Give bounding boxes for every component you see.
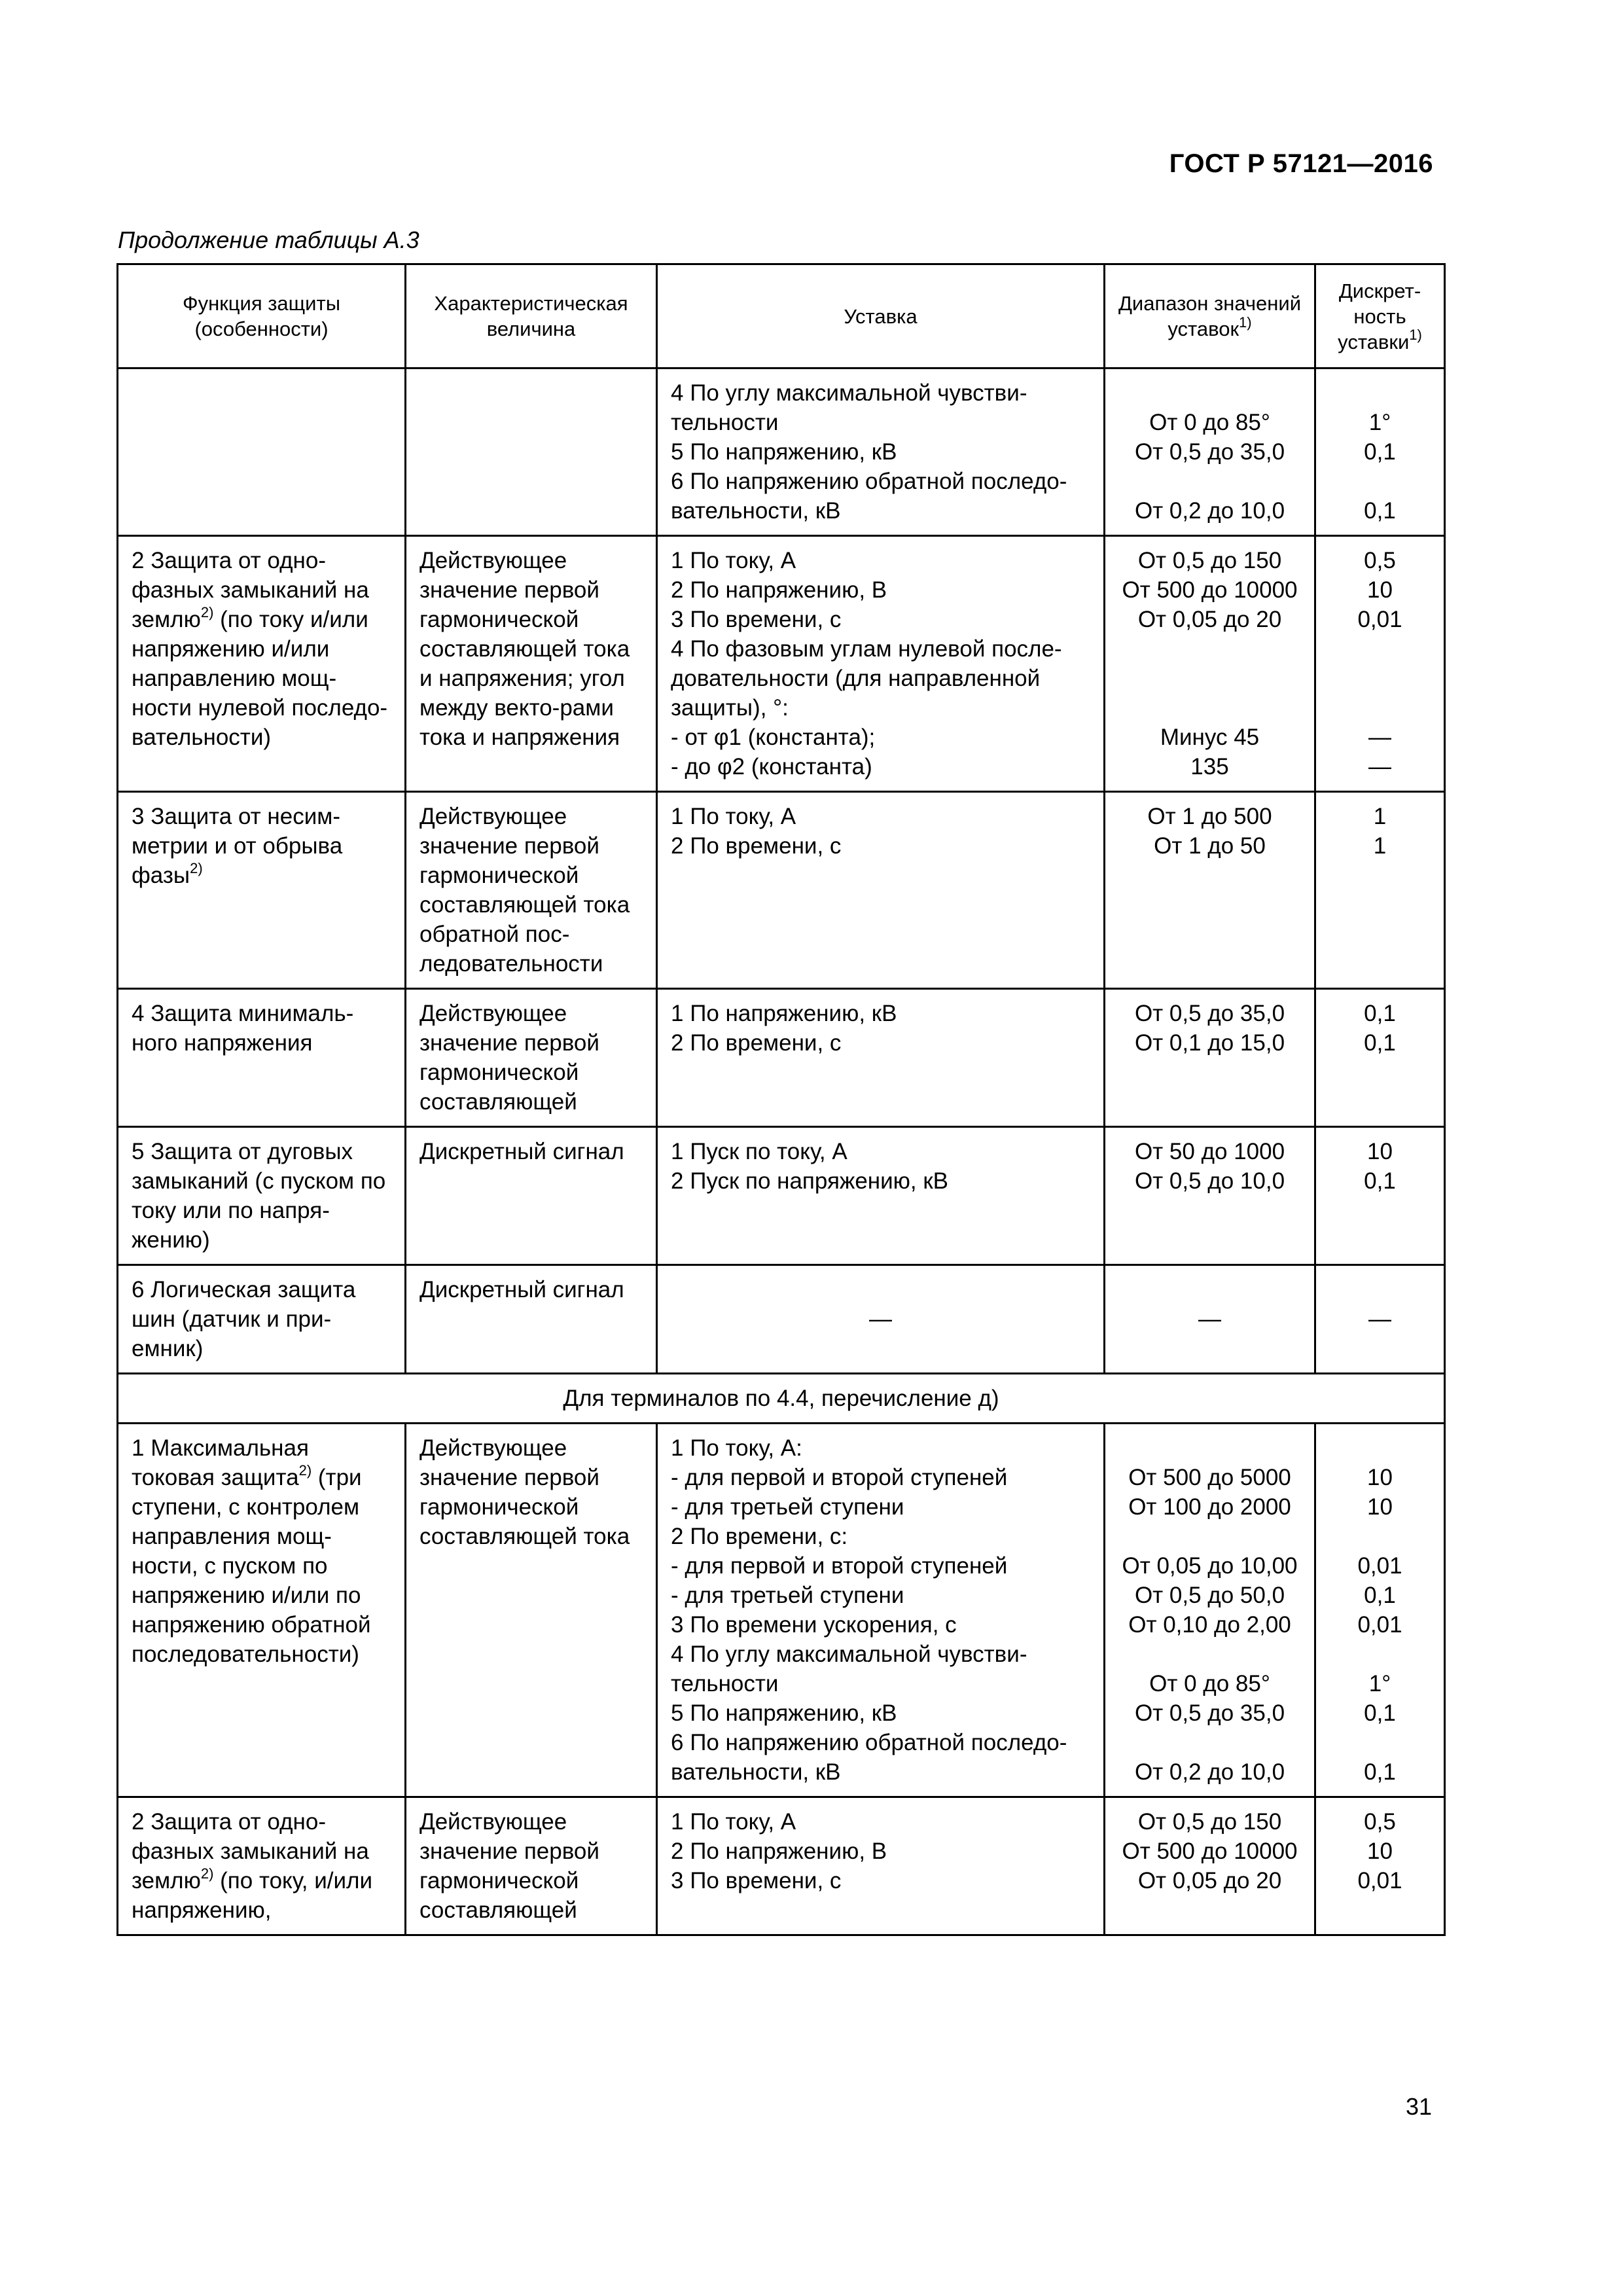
step-value: 10 [1367, 577, 1393, 603]
header-step-footnote: 1) [1409, 327, 1422, 344]
footnote-mark: 2) [200, 1865, 214, 1882]
cell-range [1105, 368, 1315, 536]
cell-function [118, 1797, 406, 1935]
function-text: 2 Защита от одно-фазных замыканий на землю [132, 548, 369, 632]
cell-characteristic: Действующее значение первой гармонической составляющей тока и напряжения; угол между векто-рами тока и напряжения [406, 536, 657, 792]
setting-line: 2 По времени, с [671, 833, 842, 859]
function-text: 3 Защита от несим-метрии и от обрыва фазы [132, 804, 343, 888]
range-value: От 0,5 до 150 [1137, 1809, 1282, 1835]
table-row [118, 989, 1445, 1127]
cell-characteristic: Действующее значение первой гармонической составляющей тока [406, 1424, 657, 1797]
range-value: От 0,2 до 10,0 [1134, 498, 1285, 524]
settings-table [116, 263, 1446, 1936]
setting-line: 3 По времени, с [671, 607, 842, 632]
setting-line: - для третьей ступени [671, 1583, 904, 1608]
step-value: 10 [1367, 1839, 1393, 1864]
step-value: 0,1 [1364, 439, 1396, 465]
cell-setting [657, 1797, 1105, 1935]
footnote-mark: 2) [200, 604, 214, 621]
setting-line: 2 По напряжению, В [671, 577, 887, 603]
setting-line: 5 По напряжению, кВ [671, 439, 897, 465]
step-value: 0,1 [1364, 1168, 1396, 1194]
cell-range [1105, 1797, 1315, 1935]
cell-setting [657, 792, 1105, 989]
range-value: От 0,5 до 50,0 [1134, 1583, 1285, 1608]
table-row [118, 1797, 1445, 1935]
function-text: (по току и/или напряжению и/или направлению мощ-ности нулевой последо-вательности) [132, 607, 388, 750]
range-value: От 0 до 85° [1149, 1671, 1270, 1696]
cell-characteristic: Действующее значение первой гармонической составляющей [406, 989, 657, 1127]
cell-setting: — [657, 1265, 1105, 1374]
range-value: От 0,5 до 150 [1137, 548, 1282, 573]
section-title: Для терминалов по 4.4, перечисление д) [118, 1374, 1445, 1424]
range-value: От 1 до 500 [1147, 804, 1272, 829]
step-value: — [1368, 725, 1391, 750]
step-value: 10 [1367, 1494, 1393, 1520]
range-value: От 100 до 2000 [1128, 1494, 1291, 1520]
header-range [1105, 264, 1315, 368]
step-value: 0,5 [1364, 1809, 1396, 1835]
cell-function [118, 1424, 406, 1797]
step-value: 1° [1368, 410, 1391, 435]
range-value: От 0,5 до 35,0 [1134, 1700, 1285, 1726]
cell-characteristic: Действующее значение первой гармонической составляющей тока обратной пос-ледовательности [406, 792, 657, 989]
page-number: 31 [1405, 2093, 1432, 2120]
section-row [118, 1374, 1445, 1424]
cell-characteristic [406, 368, 657, 536]
step-value: 0,01 [1357, 1553, 1402, 1579]
setting-line: вательности, кВ [671, 498, 841, 524]
cell-step [1315, 989, 1445, 1127]
footnote-mark: 2) [298, 1462, 312, 1479]
cell-function: 5 Защита от дуговых замыканий (с пуском по току или по напря-жению) [118, 1127, 406, 1265]
range-value: От 0,1 до 15,0 [1134, 1030, 1285, 1056]
setting-line: - от φ1 (константа); [671, 725, 876, 750]
header-range-text: Диапазон значений уставок [1118, 292, 1302, 340]
function-text: (по току, и/или напряжению, [132, 1868, 372, 1923]
cell-characteristic: Действующее значение первой гармонической составляющей [406, 1797, 657, 1935]
setting-line: 1 По напряжению, кВ [671, 1001, 897, 1026]
table-caption: Продолжение таблицы А.3 [118, 226, 419, 253]
setting-line: 4 По углу максимальной чувстви- [671, 1641, 1027, 1667]
step-value: 0,01 [1357, 1612, 1402, 1638]
cell-step [1315, 1797, 1445, 1935]
setting-line: тельности [671, 1671, 779, 1696]
cell-range [1105, 1424, 1315, 1797]
header-characteristic: Характеристическая величина [406, 264, 657, 368]
cell-step: — [1315, 1265, 1445, 1374]
step-value: 0,01 [1357, 607, 1402, 632]
table-row [118, 792, 1445, 989]
cell-range [1105, 792, 1315, 989]
setting-line: 1 По току, А [671, 548, 796, 573]
step-value: 0,5 [1364, 548, 1396, 573]
footnote-mark: 2) [190, 860, 203, 877]
cell-step [1315, 368, 1445, 536]
setting-line: 4 По фазовым углам нулевой после- [671, 636, 1062, 662]
setting-line: 3 По времени ускорения, с [671, 1612, 957, 1638]
setting-line: довательности (для направленной [671, 666, 1041, 691]
header-range-footnote: 1) [1239, 314, 1252, 331]
setting-line: 4 По углу максимальной чувстви- [671, 380, 1027, 406]
header-step-text: Дискрет-ность уставки [1338, 279, 1421, 353]
step-value: 0,1 [1364, 498, 1396, 524]
header-setting: Уставка [657, 264, 1105, 368]
setting-line: - до φ2 (константа) [671, 754, 872, 780]
cell-setting [657, 368, 1105, 536]
cell-function: 4 Защита минималь-ного напряжения [118, 989, 406, 1127]
cell-function [118, 536, 406, 792]
range-value: От 0 до 85° [1149, 410, 1270, 435]
table-row [118, 536, 1445, 792]
setting-line: вательности, кВ [671, 1759, 841, 1785]
setting-line: 1 По току, А: [671, 1435, 802, 1461]
setting-line: 2 По времени, с [671, 1030, 842, 1056]
range-value: 135 [1190, 754, 1229, 780]
setting-line: 6 По напряжению обратной последо- [671, 1730, 1067, 1755]
setting-line: 1 По току, А [671, 804, 796, 829]
cell-step [1315, 1424, 1445, 1797]
setting-line: 2 Пуск по напряжению, кВ [671, 1168, 949, 1194]
cell-range [1105, 536, 1315, 792]
step-value: 10 [1367, 1139, 1393, 1164]
range-value: От 0,05 до 20 [1137, 607, 1282, 632]
setting-line: 6 По напряжению обратной последо- [671, 469, 1067, 494]
setting-line: защиты), °: [671, 695, 789, 721]
range-value: От 0,5 до 10,0 [1134, 1168, 1285, 1194]
setting-line: - для первой и второй ступеней [671, 1553, 1008, 1579]
setting-line: 1 Пуск по току, А [671, 1139, 847, 1164]
cell-step [1315, 1127, 1445, 1265]
table-row [118, 1265, 1445, 1374]
range-value: От 0,5 до 35,0 [1134, 439, 1285, 465]
cell-step [1315, 536, 1445, 792]
setting-line: - для первой и второй ступеней [671, 1465, 1008, 1490]
setting-line: 1 По току, А [671, 1809, 796, 1835]
table-row [118, 1424, 1445, 1797]
cell-characteristic: Дискретный сигнал [406, 1265, 657, 1374]
step-value: 0,1 [1364, 1001, 1396, 1026]
cell-characteristic: Дискретный сигнал [406, 1127, 657, 1265]
range-value: От 0,05 до 20 [1137, 1868, 1282, 1893]
function-text: 2 Защита от одно-фазных замыканий на землю [132, 1809, 369, 1893]
range-value: От 50 до 1000 [1134, 1139, 1285, 1164]
range-value: От 500 до 10000 [1122, 577, 1298, 603]
range-value: От 500 до 5000 [1128, 1465, 1291, 1490]
cell-function [118, 792, 406, 989]
cell-range [1105, 1127, 1315, 1265]
cell-setting [657, 989, 1105, 1127]
setting-line: 2 По времени, с: [671, 1524, 848, 1549]
cell-function [118, 368, 406, 536]
step-value: 0,01 [1357, 1868, 1402, 1893]
range-value: От 0,5 до 35,0 [1134, 1001, 1285, 1026]
step-value: 1 [1373, 804, 1387, 829]
step-value: 0,1 [1364, 1583, 1396, 1608]
header-function: Функция защиты (особенности) [118, 264, 406, 368]
range-value: От 0,2 до 10,0 [1134, 1759, 1285, 1785]
range-value: От 0,05 до 10,00 [1122, 1553, 1298, 1579]
setting-line: тельности [671, 410, 779, 435]
function-text: (три ступени, с контролем направления мощ-ности, с пуском по напряжению и/или по напряжению обратной последовательности) [132, 1465, 371, 1667]
step-value: 0,1 [1364, 1030, 1396, 1056]
function-text: 1 Максимальная токовая защита [132, 1435, 309, 1490]
range-value: От 500 до 10000 [1122, 1839, 1298, 1864]
step-value: 1 [1373, 833, 1387, 859]
range-value: От 0,10 до 2,00 [1128, 1612, 1291, 1638]
step-value: 10 [1367, 1465, 1393, 1490]
step-value: 1° [1368, 1671, 1391, 1696]
step-value: 0,1 [1364, 1700, 1396, 1726]
setting-line: 2 По напряжению, В [671, 1839, 887, 1864]
cell-setting [657, 1424, 1105, 1797]
cell-range [1105, 989, 1315, 1127]
table-header-row [118, 264, 1445, 368]
table-row [118, 1127, 1445, 1265]
range-value: Минус 45 [1160, 725, 1260, 750]
range-value: От 1 до 50 [1154, 833, 1266, 859]
setting-line: 5 По напряжению, кВ [671, 1700, 897, 1726]
table-row [118, 368, 1445, 536]
cell-range: — [1105, 1265, 1315, 1374]
document-code: ГОСТ Р 57121—2016 [1169, 149, 1433, 178]
step-value: — [1368, 754, 1391, 780]
cell-step [1315, 792, 1445, 989]
setting-line: 3 По времени, с [671, 1868, 842, 1893]
cell-setting [657, 536, 1105, 792]
cell-setting [657, 1127, 1105, 1265]
setting-line: - для третьей ступени [671, 1494, 904, 1520]
cell-function: 6 Логическая защита шин (датчик и при-емник) [118, 1265, 406, 1374]
step-value: 0,1 [1364, 1759, 1396, 1785]
header-step [1315, 264, 1445, 368]
